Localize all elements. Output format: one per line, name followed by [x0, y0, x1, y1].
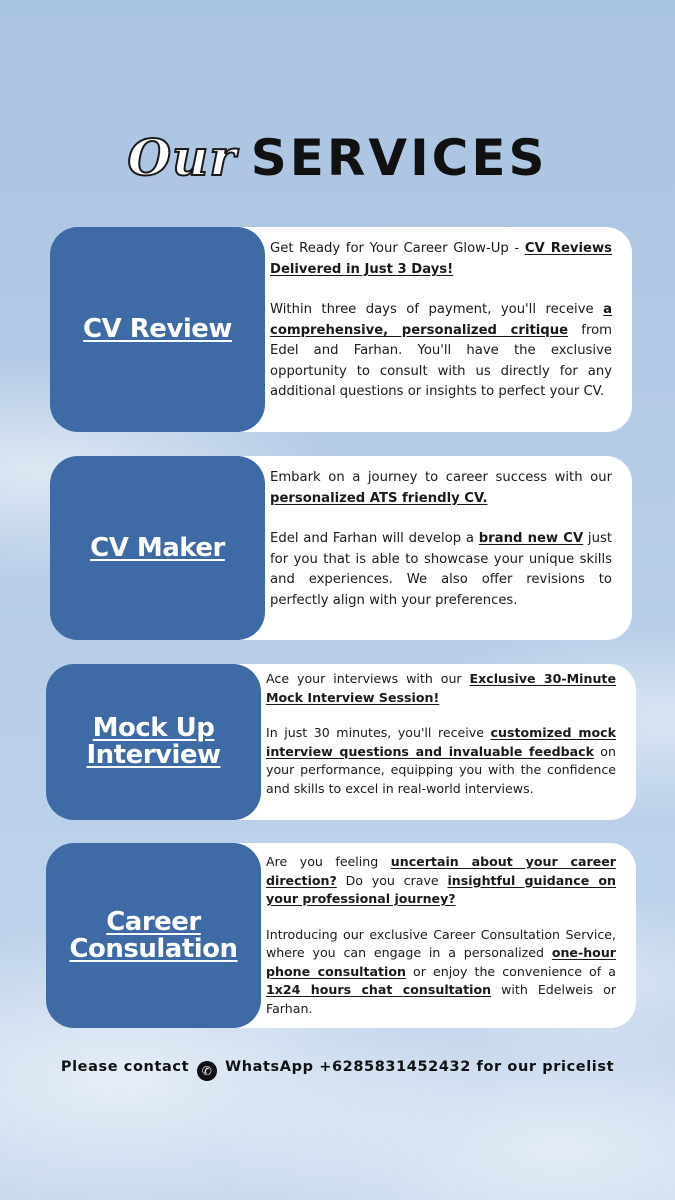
text-highlight: Exclusive 30-Minute Mock Interview Session!: [266, 671, 616, 705]
service-title-box: [50, 456, 265, 640]
text-highlight: CV Reviews Delivered in Just 3 Days!: [270, 241, 612, 277]
service-title: Mock Up Interview: [86, 713, 221, 770]
service-title-box: [46, 664, 261, 820]
text-highlight: customized mock interview questions and invaluable feedback: [266, 725, 616, 759]
service-description: [270, 239, 612, 403]
service-title-box: [46, 843, 261, 1028]
text-highlight: a comprehensive, personalized critique: [270, 302, 612, 338]
service-title: CV Maker: [90, 532, 225, 563]
text-plain: Get Ready for Your Career Glow-Up -: [270, 241, 525, 256]
text-plain: Are you feeling: [266, 854, 391, 869]
service-title: CV Review: [83, 314, 232, 344]
service-description: [266, 670, 616, 815]
text-plain: Within three days of payment, you'll receive: [270, 302, 604, 317]
title-main-word: SERVICES: [250, 129, 548, 187]
text-highlight: 1x24 hours chat consultation: [266, 982, 492, 997]
service-card-career-consultation: [46, 843, 636, 1028]
text-plain: with Edelweis or Farhan.: [266, 982, 616, 1016]
text-highlight: one-hour phone consultation: [266, 945, 616, 979]
text-highlight: brand new CV: [478, 531, 584, 546]
service-card-mock-interview: [46, 664, 636, 820]
text-plain: from Edel and Farhan. You'll have the exclusive opportunity to consult with us directly for any additional questions or insights to perfect your CV.: [270, 322, 612, 399]
text-plain: or enjoy the convenience of a: [405, 963, 616, 979]
text-plain: just for you that is able to showcase your unique skills and experiences. We also offer revisions to perfectly align with your preferences.: [270, 531, 612, 608]
contact-prefix: Please contact: [60, 1059, 190, 1075]
text-plain: Embark on a journey to career success with our: [270, 470, 612, 485]
service-card-cv-maker: [50, 456, 632, 640]
text-plain: In just 30 minutes, you'll receive: [266, 725, 491, 740]
text-highlight: uncertain about your career direction?: [266, 854, 616, 888]
service-title-box: [50, 227, 265, 432]
page-title: [0, 128, 675, 187]
service-card-cv-review: [50, 227, 632, 432]
service-description: [270, 468, 612, 611]
text-highlight: insightful guidance on your professional journey?: [266, 872, 617, 906]
whatsapp-icon: ✆: [197, 1061, 217, 1081]
text-plain: Edel and Farhan will develop a: [270, 531, 479, 546]
text-plain: on your performance, equipping you with the confidence and skills to excel in real-world interviews.: [266, 743, 616, 796]
contact-line: [0, 1059, 675, 1081]
contact-whatsapp-text[interactable]: WhatsApp +6285831452432 for our pricelist: [225, 1059, 615, 1075]
text-plain: Do you crave: [336, 872, 448, 888]
text-plain: Ace your interviews with our: [266, 671, 470, 686]
text-highlight: personalized ATS friendly CV.: [270, 490, 488, 506]
title-script-word: Our: [127, 128, 237, 187]
service-description: [266, 853, 616, 1035]
service-title: Career Consulation: [69, 906, 238, 964]
text-plain: Introducing our exclusive Career Consultation Service, where you can engage in a personalized: [266, 926, 616, 960]
